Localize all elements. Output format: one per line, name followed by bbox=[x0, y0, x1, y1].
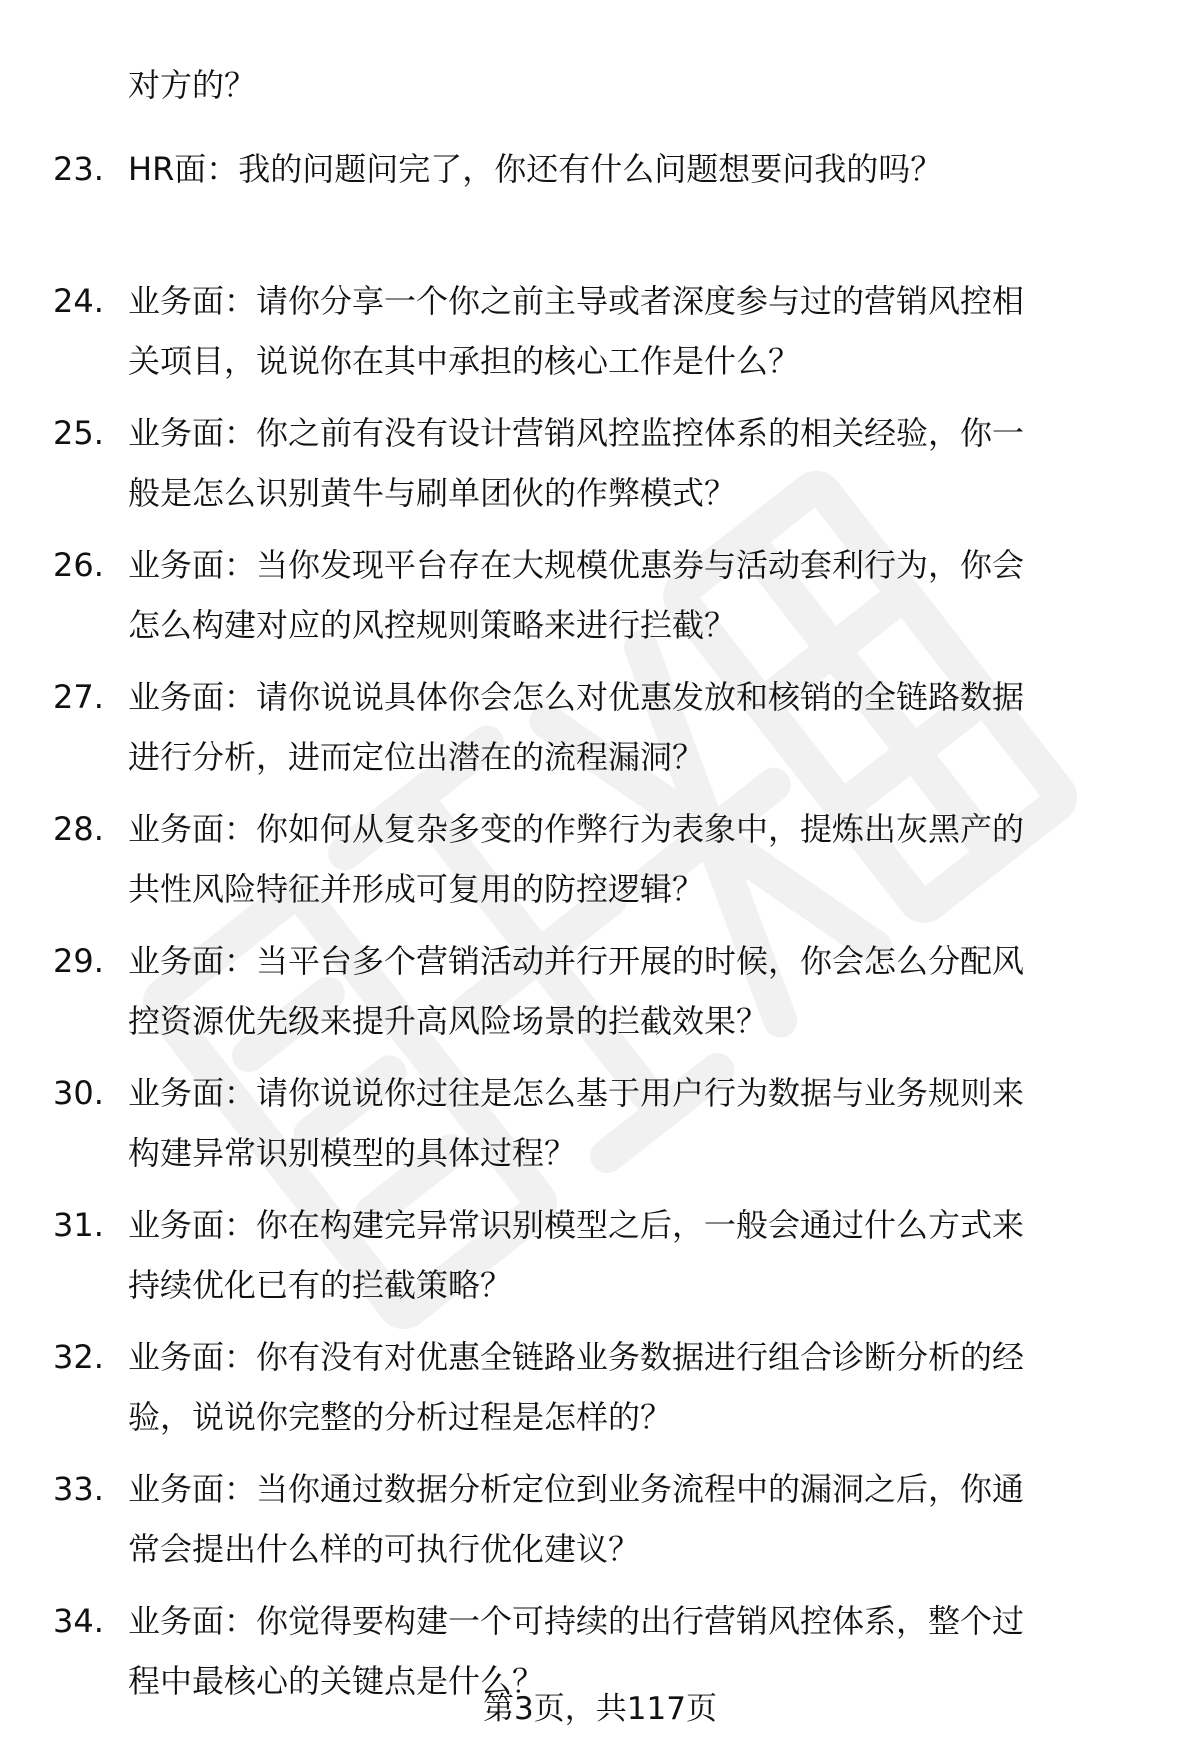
question-text-line: 控资源优先级来提升高风险场景的拦截效果？ bbox=[128, 1002, 769, 1040]
question-number: 24. bbox=[53, 282, 104, 320]
question-item bbox=[0, 931, 1200, 1063]
question-text-line: 业务面：请你说说具体你会怎么对优惠发放和核销的全链路数据 bbox=[128, 678, 1025, 716]
question-number: 31. bbox=[53, 1206, 104, 1244]
question-text-line: 般是怎么识别黄牛与刷单团伙的作弊模式？ bbox=[128, 474, 737, 512]
question-text-line: 关项目，说说你在其中承担的核心工作是什么？ bbox=[128, 342, 801, 380]
question-item bbox=[0, 1327, 1200, 1459]
question-text-line: HR面：我的问题问完了，你还有什么问题想要问我的吗？ bbox=[128, 150, 943, 188]
question-text-line: 业务面：当你发现平台存在大规模优惠券与活动套利行为，你会 bbox=[128, 546, 1025, 584]
question-item bbox=[0, 403, 1200, 535]
question-text bbox=[128, 1195, 1138, 1315]
question-item bbox=[0, 799, 1200, 931]
question-text bbox=[128, 1327, 1138, 1447]
continued-question-text: 对方的？ bbox=[128, 66, 257, 104]
question-text bbox=[128, 403, 1138, 523]
question-text-line: 常会提出什么样的可执行优化建议？ bbox=[128, 1530, 641, 1568]
question-item bbox=[0, 535, 1200, 667]
question-text-line: 业务面：你觉得要构建一个可持续的出行营销风控体系，整个过 bbox=[128, 1602, 1025, 1640]
question-number: 29. bbox=[53, 942, 104, 980]
question-text-line: 共性风险特征并形成可复用的防控逻辑？ bbox=[128, 870, 705, 908]
question-item bbox=[0, 667, 1200, 799]
question-item bbox=[0, 1063, 1200, 1195]
question-text-line: 持续优化已有的拦截策略？ bbox=[128, 1266, 513, 1304]
question-text-line: 验，说说你完整的分析过程是怎样的？ bbox=[128, 1398, 673, 1436]
question-number: 23. bbox=[53, 150, 104, 188]
question-text-line: 业务面：请你说说你过往是怎么基于用户行为数据与业务规则来 bbox=[128, 1074, 1025, 1112]
question-item bbox=[0, 271, 1200, 403]
question-number: 33. bbox=[53, 1470, 104, 1508]
question-text bbox=[128, 535, 1138, 655]
question-text bbox=[128, 1459, 1138, 1579]
question-text-line: 业务面：你在构建完异常识别模型之后，一般会通过什么方式来 bbox=[128, 1206, 1025, 1244]
question-text bbox=[128, 799, 1138, 919]
page-footer: 第3页，共117页 bbox=[483, 1691, 717, 1727]
question-text bbox=[128, 1063, 1138, 1183]
question-number: 27. bbox=[53, 678, 104, 716]
question-number: 32. bbox=[53, 1338, 104, 1376]
question-number: 28. bbox=[53, 810, 104, 848]
question-item bbox=[0, 1195, 1200, 1327]
question-text-line: 怎么构建对应的风控规则策略来进行拦截？ bbox=[128, 606, 737, 644]
question-text-line: 构建异常识别模型的具体过程？ bbox=[128, 1134, 577, 1172]
question-text bbox=[128, 271, 1138, 391]
question-text bbox=[128, 667, 1138, 787]
question-text-line: 业务面：当平台多个营销活动并行开展的时候，你会怎么分配风 bbox=[128, 942, 1025, 980]
question-number: 34. bbox=[53, 1602, 104, 1640]
question-number: 25. bbox=[53, 414, 104, 452]
question-text-line: 业务面：你之前有没有设计营销风控监控体系的相关经验，你一 bbox=[128, 414, 1025, 452]
question-list bbox=[0, 139, 1200, 1723]
question-text bbox=[128, 139, 1138, 199]
question-text bbox=[128, 931, 1138, 1051]
question-text-line: 业务面：你有没有对优惠全链路业务数据进行组合诊断分析的经 bbox=[128, 1338, 1025, 1376]
question-item bbox=[0, 1459, 1200, 1591]
question-number: 30. bbox=[53, 1074, 104, 1112]
question-text-line: 业务面：你如何从复杂多变的作弊行为表象中，提炼出灰黑产的 bbox=[128, 810, 1025, 848]
question-item bbox=[0, 139, 1200, 271]
question-text-line: 进行分析，进而定位出潜在的流程漏洞？ bbox=[128, 738, 705, 776]
question-number: 26. bbox=[53, 546, 104, 584]
question-text-line: 业务面：请你分享一个你之前主导或者深度参与过的营销风控相 bbox=[128, 282, 1025, 320]
question-text-line: 程中最核心的关键点是什么？ bbox=[128, 1662, 545, 1700]
question-text-line: 业务面：当你通过数据分析定位到业务流程中的漏洞之后，你通 bbox=[128, 1470, 1025, 1508]
